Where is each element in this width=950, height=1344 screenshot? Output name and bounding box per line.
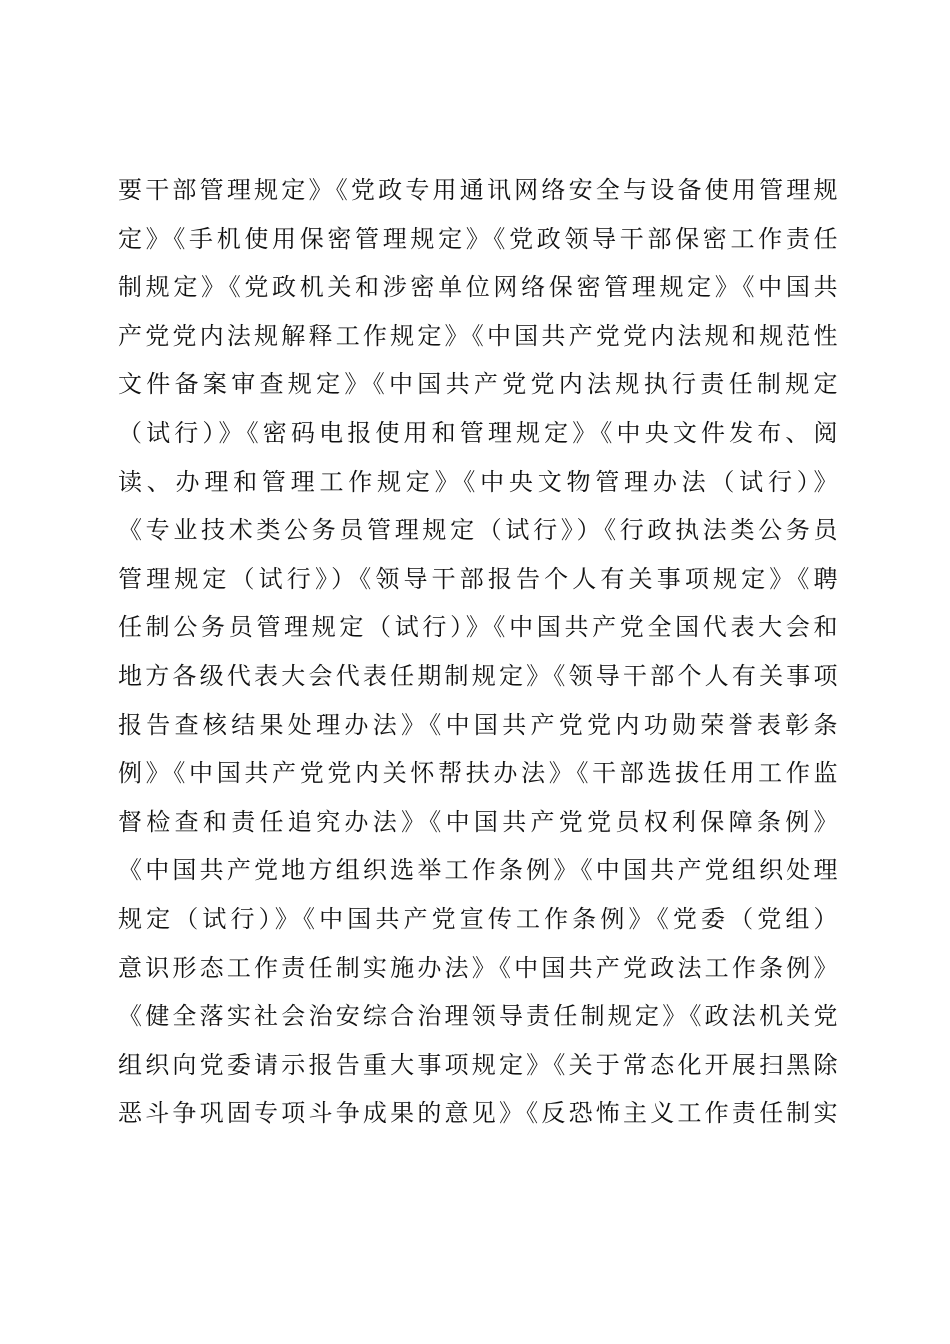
text-line: 任制公务员管理规定（试行）》《中国共产党全国代表大会和 [118,613,838,642]
text-line: 例》《中国共产党党内关怀帮扶办法》《干部选拔任用工作监 [118,759,838,788]
text-line: 意识形态工作责任制实施办法》《中国共产党政法工作条例》 [118,953,838,982]
body-text [118,166,838,1138]
text-line: 督检查和责任追究办法》《中国共产党党员权利保障条例》 [118,807,838,836]
text-line: 定》《手机使用保密管理规定》《党政领导干部保密工作责任 [118,224,838,253]
text-line: 管理规定（试行》）《领导干部报告个人有关事项规定》《聘 [118,564,838,593]
text-line: 恶斗争巩固专项斗争成果的意见》《反恐怖主义工作责任制实 [118,1099,838,1128]
text-line: 要干部管理规定》《党政专用通讯网络安全与设备使用管理规 [118,176,838,204]
text-line: 《中国共产党地方组织选举工作条例》《中国共产党组织处理 [118,856,838,885]
text-line: 产党党内法规解释工作规定》《中国共产党党内法规和规范性 [118,321,838,350]
text-line: 地方各级代表大会代表任期制规定》《领导干部个人有关事项 [118,661,838,690]
text-line: （试行）》《密码电报使用和管理规定》《中央文件发布、阅 [118,418,838,447]
text-line: 《健全落实社会治安综合治理领导责任制规定》《政法机关党 [118,1002,838,1031]
text-line: 读、办理和管理工作规定》《中央文物管理办法（试行）》 [118,467,838,496]
text-line: 规定（试行）》《中国共产党宣传工作条例》《党委（党组） [118,904,838,933]
text-line: 文件备案审查规定》《中国共产党党内法规执行责任制规定 [118,370,838,399]
text-line: 报告查核结果处理办法》《中国共产党党内功勋荣誉表彰条 [118,710,838,739]
text-line: 组织向党委请示报告重大事项规定》《关于常态化开展扫黑除 [118,1050,838,1079]
text-line: 制规定》《党政机关和涉密单位网络保密管理规定》《中国共 [118,273,838,302]
text-line: 《专业技术类公务员管理规定（试行》）《行政执法类公务员 [118,516,838,545]
